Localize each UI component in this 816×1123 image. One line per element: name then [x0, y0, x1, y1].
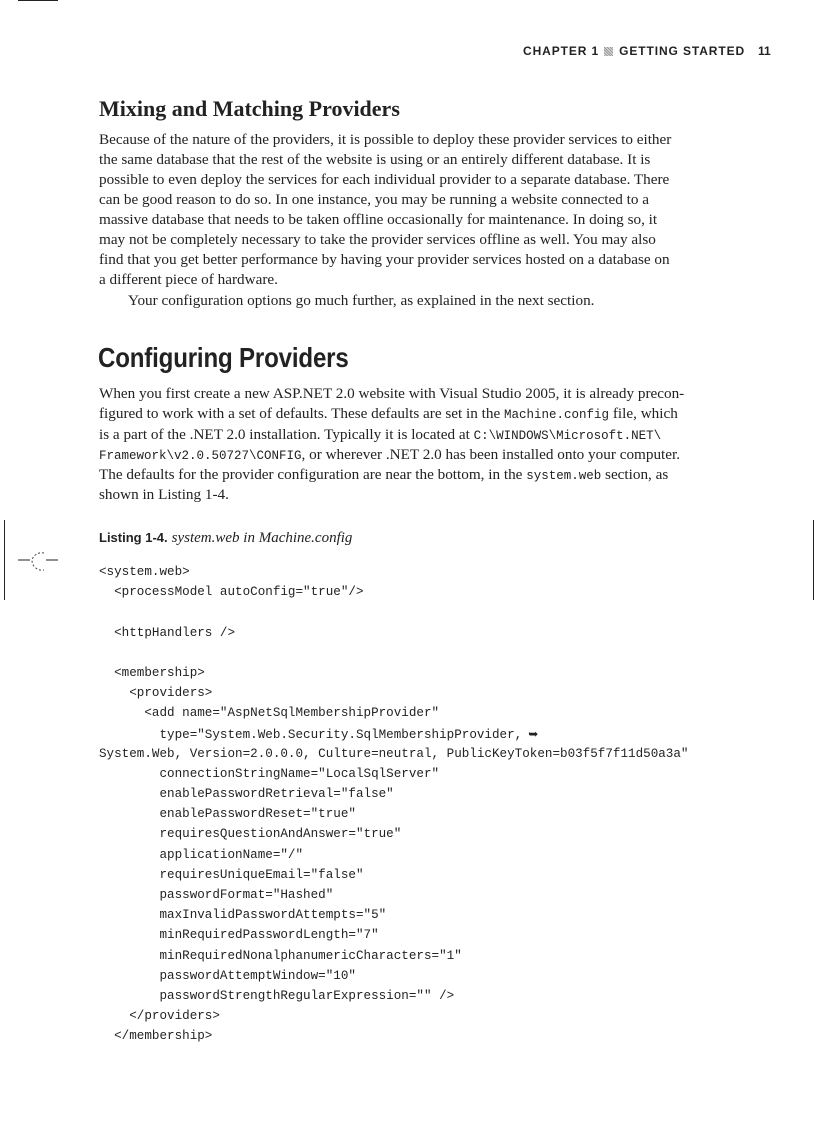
text-run: The defaults for the provider configuration are near the bottom, in the [99, 466, 527, 483]
code-line: maxInvalidPasswordAttempts="5" [99, 908, 387, 923]
code-line: enablePasswordReset="true" [99, 807, 356, 822]
code-line: enablePasswordRetrieval="false" [99, 787, 394, 802]
registration-mark-icon [18, 550, 58, 580]
inline-code: Framework\v2.0.50727\CONFIG [99, 449, 302, 463]
paragraph-line [99, 425, 661, 446]
running-head [523, 44, 745, 58]
text-run: figured to work with a set of defaults. These defaults are set in the [99, 405, 505, 422]
text-run: file, which [609, 405, 678, 422]
paragraph-indented-line: Your configuration options go much further, as explained in the next section. [128, 292, 595, 309]
paragraph-line: shown in Listing 1-4. [99, 486, 229, 503]
code-line [99, 643, 799, 663]
code-text: type="System.Web.Security.SqlMembershipProvider, [99, 727, 523, 742]
code-line: <add name="AspNetSqlMembershipProvider" [99, 706, 440, 721]
inline-code: system.web [526, 469, 602, 483]
text-run: section, as [601, 466, 669, 483]
separator-square-icon [604, 47, 613, 56]
section-heading-mixing: Mixing and Matching Providers [99, 96, 400, 121]
inline-code: C:\WINDOWS\Microsoft.NET\ [473, 429, 662, 443]
chapter-title: GETTING STARTED [619, 44, 746, 58]
listing-title: system.web in Machine.config [171, 530, 353, 546]
code-line: <providers> [99, 686, 213, 701]
code-line: <httpHandlers /> [99, 625, 236, 640]
paragraph-line [99, 404, 678, 425]
paragraph-line [99, 465, 668, 486]
code-listing [99, 562, 799, 1047]
code-line: passwordStrengthRegularExpression="" /> [99, 988, 455, 1003]
section-heading-configuring: Configuring Providers [98, 342, 349, 373]
paragraph-line [99, 445, 680, 466]
code-line: </membership> [99, 1029, 213, 1044]
crop-mark-right [813, 520, 814, 600]
paragraph-line: may not be completely necessary to take the provider services offline as well. You may also [99, 231, 656, 248]
paragraph-line: find that you get better performance by having your provider services hosted on a database on [99, 251, 670, 268]
paragraph-line: can be good reason to do so. In one instance, you may be running a website connected to a [99, 191, 649, 208]
text-run: , or wherever .NET 2.0 has been installed onto your computer. [301, 446, 681, 463]
code-line: <system.web> [99, 565, 190, 579]
line-continuation-arrow-icon: ➥ [528, 726, 539, 741]
paragraph-line: Because of the nature of the providers, it is possible to deploy these provider services to either [99, 131, 672, 148]
code-line: applicationName="/" [99, 847, 304, 862]
inline-code: Machine.config [504, 408, 610, 422]
code-line: System.Web, Version=2.0.0.0, Culture=neutral, PublicKeyToken=b03f5f7f11d50a3a" [99, 746, 689, 761]
crop-mark-left [4, 520, 5, 600]
code-line: connectionStringName="LocalSqlServer" [99, 766, 440, 781]
code-line: </providers> [99, 1009, 220, 1024]
text-run: is a part of the .NET 2.0 installation. Typically it is located at [99, 426, 474, 443]
crop-mark-top [18, 0, 58, 1]
paragraph-line: possible to even deploy the services for each individual provider to a separate database. There [99, 171, 670, 188]
paragraph-line: a different piece of hardware. [99, 271, 278, 288]
code-line: passwordAttemptWindow="10" [99, 968, 356, 983]
code-line [99, 724, 799, 744]
code-line [99, 602, 799, 622]
code-line: minRequiredNonalphanumericCharacters="1" [99, 948, 462, 963]
code-line: minRequiredPasswordLength="7" [99, 928, 379, 943]
paragraph-line: the same database that the rest of the website is using or an entirely different database. It is [99, 151, 651, 168]
listing-label: Listing 1-4. [99, 530, 168, 545]
code-line: <membership> [99, 665, 205, 680]
paragraph-line: massive database that needs to be taken offline occasionally for maintenance. In doing so, it [99, 211, 658, 228]
page-number: 11 [758, 44, 771, 58]
chapter-label: CHAPTER 1 [523, 44, 600, 58]
listing-caption [99, 529, 352, 547]
paragraph-line: When you first create a new ASP.NET 2.0 website with Visual Studio 2005, it is already precon- [99, 385, 685, 402]
code-line: passwordFormat="Hashed" [99, 888, 334, 902]
code-line: requiresUniqueEmail="false" [99, 867, 364, 882]
code-line: <processModel autoConfig="true"/> [99, 585, 364, 600]
code-line: requiresQuestionAndAnswer="true" [99, 827, 402, 842]
